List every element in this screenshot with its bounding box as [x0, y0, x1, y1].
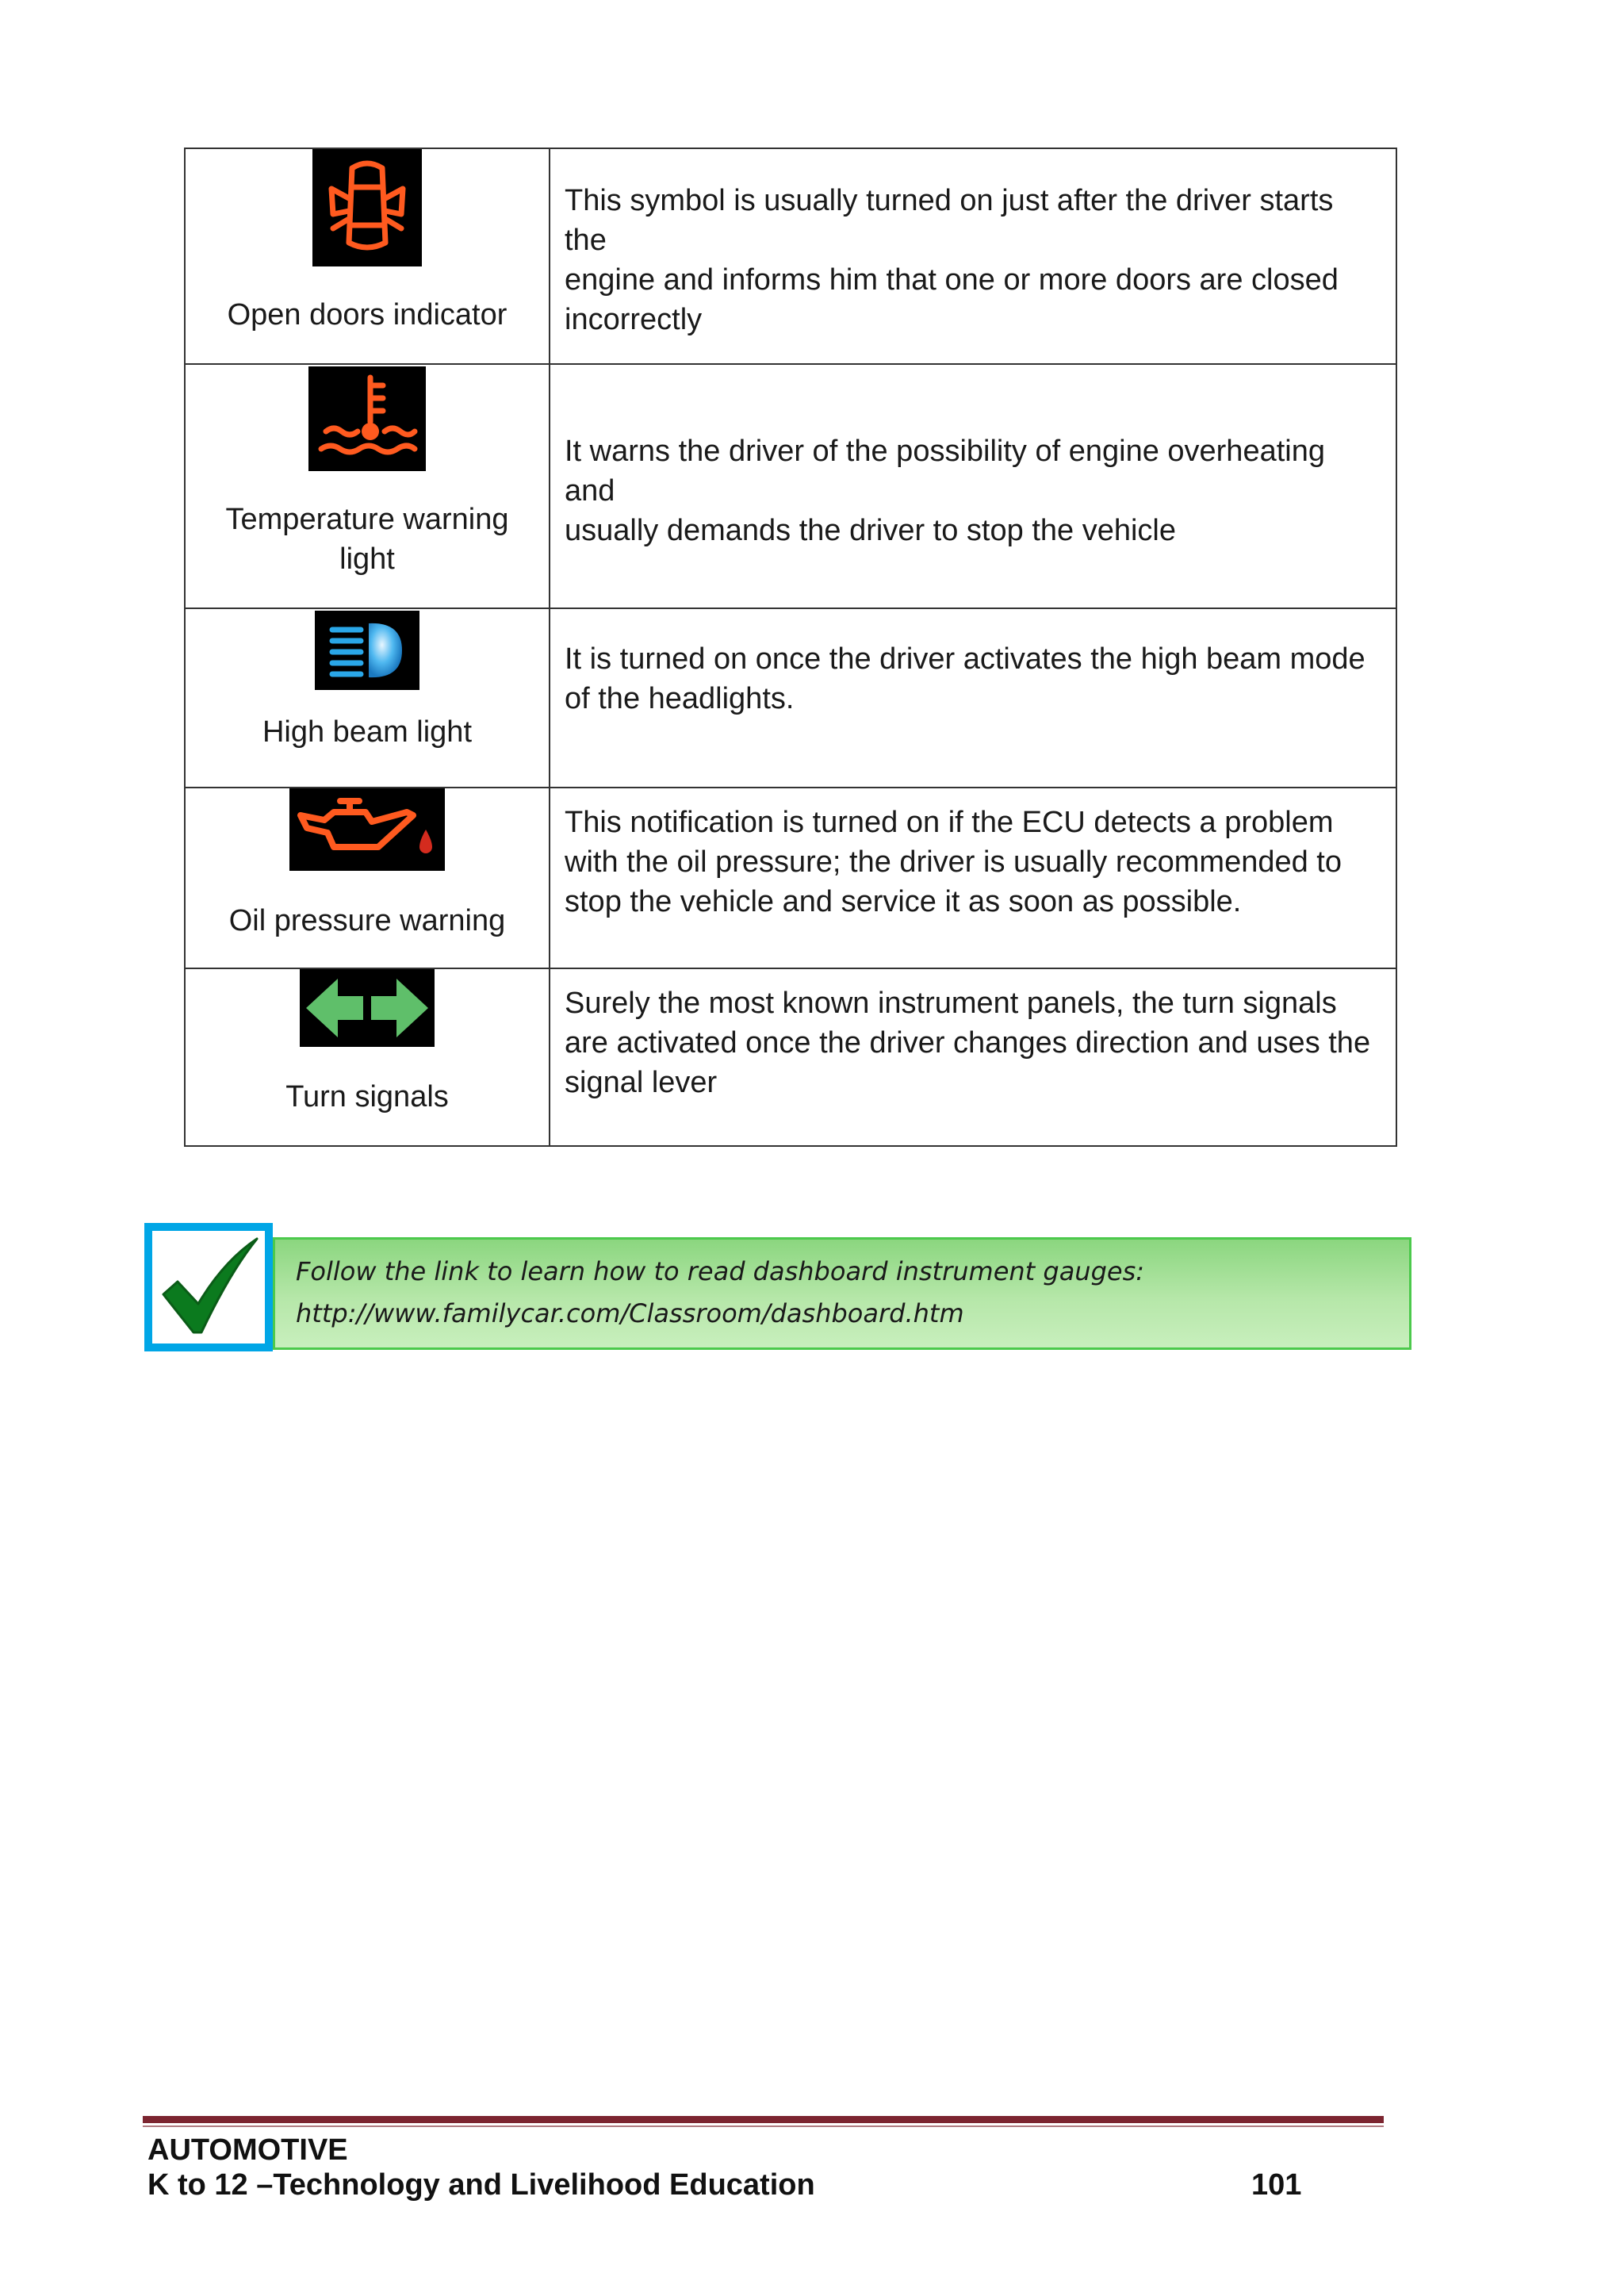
footer-course: K to 12 –Technology and Livelihood Education: [147, 2168, 815, 2202]
symbol-cell: [185, 148, 550, 364]
symbol-label: Open doors indicator: [227, 298, 508, 332]
footer-rule-thin: [143, 2125, 1384, 2127]
checkmark-icon: [144, 1223, 273, 1351]
table-row: [185, 608, 1396, 788]
description-line: It warns the driver of the possibility of engine overheating and: [565, 435, 1325, 508]
description-line: incorrectly: [565, 303, 703, 336]
description-line: are activated once the driver changes direction and uses the: [565, 1026, 1371, 1060]
description-line: This notification is turned on if the ECU detects a problem: [565, 806, 1334, 839]
description-line: with the oil pressure; the driver is usually recommended to: [565, 845, 1342, 879]
description-cell: [550, 968, 1396, 1146]
symbol-label-line: Temperature warning: [225, 503, 509, 536]
symbol-cell: [185, 364, 550, 608]
description-line: of the headlights.: [565, 682, 795, 715]
description-line: signal lever: [565, 1066, 718, 1099]
description-line: It is turned on once the driver activates the high beam mode: [565, 642, 1365, 676]
footer-rule: [143, 2116, 1384, 2123]
description-cell: [550, 148, 1396, 364]
footer-subject: AUTOMOTIVE: [147, 2133, 348, 2167]
description-line: This symbol is usually turned on just after the driver starts the: [565, 184, 1334, 257]
open-doors-icon: [312, 149, 422, 266]
table-row: [185, 968, 1396, 1146]
temperature-icon: [308, 366, 426, 471]
symbol-label-line: light: [339, 542, 395, 576]
description-cell: [550, 608, 1396, 788]
description-cell: [550, 364, 1396, 608]
symbol-label: Turn signals: [285, 1080, 449, 1114]
oil-can-icon: [289, 788, 445, 871]
page-number: 101: [1251, 2168, 1302, 2202]
note-text: Follow the link to learn how to read dashboard instrument gauges:: [296, 1256, 1145, 1286]
high-beam-icon: [315, 611, 419, 690]
description-line: stop the vehicle and service it as soon as possible.: [565, 885, 1242, 918]
symbol-cell: [185, 788, 550, 968]
description-line: Surely the most known instrument panels, the turn signals: [565, 987, 1337, 1020]
description-line: usually demands the driver to stop the vehicle: [565, 514, 1176, 547]
description-line: engine and informs him that one or more doors are closed: [565, 263, 1339, 297]
symbol-label: High beam light: [262, 715, 473, 749]
symbol-label: Oil pressure warning: [228, 904, 506, 937]
symbol-cell: [185, 968, 550, 1146]
table-row: [185, 148, 1396, 364]
table-row: [185, 364, 1396, 608]
table-row: [185, 788, 1396, 968]
turn-signal-arrows-icon: [300, 969, 435, 1047]
description-cell: [550, 788, 1396, 968]
symbol-cell: [185, 608, 550, 788]
note-banner: [273, 1237, 1411, 1350]
note-link[interactable]: http://www.familycar.com/Classroom/dashboard.htm: [296, 1298, 964, 1328]
indicator-table: [184, 148, 1397, 1147]
